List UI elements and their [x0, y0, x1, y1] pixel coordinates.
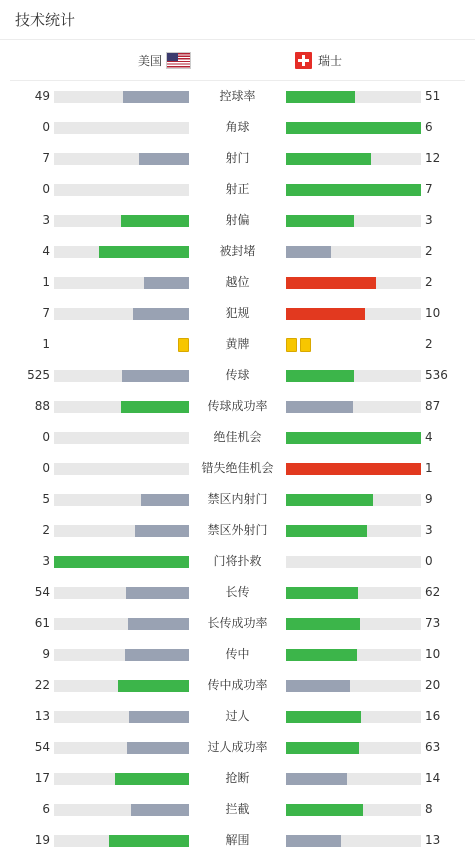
home-stat-bar-track: [54, 711, 189, 723]
away-stat-bar-fill: [286, 587, 358, 599]
home-stat-bar-fill: [122, 370, 189, 382]
away-team-name: 瑞士: [318, 54, 343, 68]
home-stat-value: 54: [34, 740, 50, 754]
yellow-card-icon: [286, 338, 297, 352]
away-stat-value: 14: [425, 771, 441, 785]
panel-title: 技术统计: [15, 11, 76, 29]
home-stat-bar-track: [54, 432, 189, 444]
home-stat-bar-fill: [127, 742, 189, 754]
stat-row: [0, 205, 475, 236]
stat-row: [0, 763, 475, 794]
away-stat-bar-fill: [286, 835, 341, 847]
stat-row: [0, 360, 475, 391]
stat-row: [0, 546, 475, 577]
away-stat-value: 87: [425, 399, 441, 413]
home-stat-bar-fill: [121, 401, 189, 413]
stat-label: 传中: [225, 647, 250, 661]
away-stat-value: 7: [425, 182, 433, 196]
stat-row: [0, 515, 475, 546]
stat-label: 过人成功率: [207, 740, 268, 754]
stats-list: [0, 81, 475, 856]
away-stat-value: 3: [425, 523, 433, 537]
stat-label: 错失绝佳机会: [201, 461, 274, 475]
home-stat-bar-track: [54, 308, 189, 320]
stat-row: [0, 143, 475, 174]
away-stat-bar-track: [286, 184, 421, 196]
home-stat-value: 88: [34, 399, 50, 413]
home-team-name: 美国: [138, 54, 163, 68]
away-stat-bar-fill: [286, 618, 360, 630]
home-stat-bar-fill: [135, 525, 189, 537]
home-stat-value: 0: [42, 120, 50, 134]
away-stat-bar-fill: [286, 122, 421, 134]
stat-label: 角球: [225, 120, 250, 134]
away-stat-bar-fill: [286, 525, 367, 537]
home-stat-bar-track: [54, 649, 189, 661]
away-stat-bar-fill: [286, 184, 421, 196]
stat-label: 长传: [225, 585, 250, 599]
home-stat-bar-fill: [133, 308, 189, 320]
home-stat-value: 61: [34, 616, 50, 630]
away-stat-bar-track: [286, 215, 421, 227]
home-stat-value: 7: [42, 151, 50, 165]
stat-row: [0, 329, 475, 360]
yellow-card-icon: [178, 338, 189, 352]
away-stat-bar-fill: [286, 401, 353, 413]
away-stat-value: 3: [425, 213, 433, 227]
away-stat-value: 62: [425, 585, 441, 599]
panel-header: [0, 0, 475, 40]
away-stat-bar-track: [286, 308, 421, 320]
stat-row: [0, 422, 475, 453]
home-stat-bar-track: [54, 835, 189, 847]
stat-row: [0, 639, 475, 670]
home-stat-bar-fill: [128, 618, 189, 630]
away-stat-bar-track: [286, 773, 421, 785]
away-stat-value: 13: [425, 833, 441, 847]
away-stat-bar-fill: [286, 649, 357, 661]
home-stat-bar-fill: [123, 91, 189, 103]
home-stat-bar-track: [54, 122, 189, 134]
home-stat-value: 17: [34, 771, 50, 785]
away-stat-bar-track: [286, 649, 421, 661]
away-stat-bar-track: [286, 711, 421, 723]
away-stat-bar-track: [286, 835, 421, 847]
stat-row: [0, 484, 475, 515]
home-stat-bar-track: [54, 277, 189, 289]
away-stat-value: 10: [425, 647, 441, 661]
stat-row: [0, 608, 475, 639]
home-yellow-cards: [54, 338, 189, 352]
away-stat-bar-fill: [286, 153, 371, 165]
away-stat-bar-track: [286, 401, 421, 413]
away-stat-bar-track: [286, 91, 421, 103]
away-stat-bar-track: [286, 122, 421, 134]
away-stat-bar-track: [286, 370, 421, 382]
stat-label: 黄牌: [225, 337, 250, 351]
home-stat-value: 0: [42, 461, 50, 475]
stat-label: 门将扑救: [213, 554, 262, 568]
stat-row: [0, 701, 475, 732]
away-stat-value: 20: [425, 678, 441, 692]
away-stat-value: 51: [425, 89, 441, 103]
away-stat-bar-fill: [286, 308, 365, 320]
stat-row: [0, 174, 475, 205]
home-stat-bar-track: [54, 773, 189, 785]
away-stat-value: 8: [425, 802, 433, 816]
home-stat-bar-track: [54, 587, 189, 599]
away-stat-value: 9: [425, 492, 433, 506]
away-stat-bar-fill: [286, 215, 354, 227]
home-stat-bar-track: [54, 370, 189, 382]
stat-label: 射正: [225, 182, 250, 196]
home-stat-value: 1: [42, 275, 50, 289]
stat-row: [0, 825, 475, 856]
home-stat-value: 5: [42, 492, 50, 506]
home-stat-bar-fill: [141, 494, 189, 506]
home-stat-value: 2: [42, 523, 50, 537]
home-stat-bar-track: [54, 556, 189, 568]
stat-label: 拦截: [225, 802, 250, 816]
home-stat-value: 49: [34, 89, 50, 103]
away-stat-value: 536: [425, 368, 448, 382]
teams-header: [10, 40, 465, 81]
switzerland-flag-icon: [295, 52, 312, 69]
stat-row: [0, 236, 475, 267]
away-stat-value: 63: [425, 740, 441, 754]
stat-label: 禁区外射门: [207, 523, 268, 537]
away-stat-bar-track: [286, 587, 421, 599]
home-stat-bar-track: [54, 184, 189, 196]
away-stat-value: 0: [425, 554, 433, 568]
home-stat-bar-fill: [139, 153, 189, 165]
away-stat-value: 2: [425, 244, 433, 258]
home-stat-bar-fill: [144, 277, 189, 289]
stat-row: [0, 794, 475, 825]
stat-row: [0, 112, 475, 143]
away-stat-bar-track: [286, 432, 421, 444]
home-stat-bar-track: [54, 153, 189, 165]
stat-label: 越位: [225, 275, 250, 289]
stat-row: [0, 453, 475, 484]
away-stat-bar-fill: [286, 246, 331, 258]
stat-label: 长传成功率: [207, 616, 268, 630]
away-stat-bar-fill: [286, 494, 373, 506]
away-stat-bar-track: [286, 742, 421, 754]
home-stat-value: 0: [42, 182, 50, 196]
stat-label: 传球成功率: [207, 399, 268, 413]
away-stat-bar-fill: [286, 804, 363, 816]
home-stat-bar-fill: [54, 556, 189, 568]
stat-row: [0, 670, 475, 701]
home-stat-value: 525: [27, 368, 50, 382]
away-stat-bar-fill: [286, 463, 421, 475]
stat-label: 射门: [225, 151, 250, 165]
away-stat-value: 10: [425, 306, 441, 320]
away-stat-bar-track: [286, 463, 421, 475]
home-stat-value: 1: [42, 337, 50, 351]
home-stat-bar-fill: [115, 773, 189, 785]
home-stat-bar-track: [54, 804, 189, 816]
home-stat-bar-track: [54, 494, 189, 506]
home-stat-bar-fill: [126, 587, 189, 599]
home-stat-bar-track: [54, 91, 189, 103]
home-team: [138, 52, 191, 69]
away-stat-bar-track: [286, 494, 421, 506]
away-stat-value: 1: [425, 461, 433, 475]
stat-row: [0, 732, 475, 763]
home-stat-bar-fill: [118, 680, 189, 692]
away-stat-bar-fill: [286, 742, 359, 754]
home-stat-bar-track: [54, 463, 189, 475]
stat-label: 抢断: [225, 771, 250, 785]
home-stat-value: 3: [42, 213, 50, 227]
home-stat-value: 9: [42, 647, 50, 661]
home-stat-bar-track: [54, 215, 189, 227]
away-stat-value: 2: [425, 337, 433, 351]
stat-label: 绝佳机会: [213, 430, 262, 444]
away-stat-bar-track: [286, 618, 421, 630]
home-stat-bar-track: [54, 246, 189, 258]
stat-label: 射偏: [225, 213, 250, 227]
away-stat-bar-track: [286, 556, 421, 568]
away-stat-bar-fill: [286, 680, 350, 692]
away-stat-bar-track: [286, 153, 421, 165]
away-stat-value: 4: [425, 430, 433, 444]
home-stat-value: 0: [42, 430, 50, 444]
home-stat-value: 3: [42, 554, 50, 568]
away-stat-value: 6: [425, 120, 433, 134]
stat-label: 解围: [225, 833, 250, 847]
home-stat-value: 54: [34, 585, 50, 599]
home-stat-bar-track: [54, 525, 189, 537]
away-stat-bar-track: [286, 525, 421, 537]
stat-label: 传中成功率: [207, 678, 268, 692]
home-stat-value: 19: [34, 833, 50, 847]
away-stat-value: 2: [425, 275, 433, 289]
away-stat-value: 12: [425, 151, 441, 165]
away-stat-bar-fill: [286, 711, 361, 723]
stat-label: 控球率: [219, 89, 256, 103]
away-yellow-cards: [286, 338, 421, 352]
away-stat-bar-track: [286, 680, 421, 692]
home-stat-bar-fill: [121, 215, 189, 227]
away-team: [295, 52, 342, 69]
home-stat-value: 22: [34, 678, 50, 692]
home-stat-value: 4: [42, 244, 50, 258]
away-stat-value: 73: [425, 616, 441, 630]
home-stat-bar-track: [54, 401, 189, 413]
away-stat-bar-fill: [286, 277, 376, 289]
home-stat-bar-fill: [109, 835, 189, 847]
away-stat-value: 16: [425, 709, 441, 723]
away-stat-bar-fill: [286, 432, 421, 444]
away-stat-bar-fill: [286, 370, 354, 382]
away-stat-bar-track: [286, 804, 421, 816]
yellow-card-icon: [300, 338, 311, 352]
us-flag-icon: [166, 52, 191, 69]
home-stat-value: 13: [34, 709, 50, 723]
away-stat-bar-track: [286, 277, 421, 289]
stat-row: [0, 298, 475, 329]
home-stat-bar-fill: [125, 649, 189, 661]
home-stat-bar-track: [54, 618, 189, 630]
home-stat-bar-fill: [131, 804, 189, 816]
stat-row: [0, 577, 475, 608]
home-stat-bar-fill: [129, 711, 189, 723]
stat-row: [0, 81, 475, 112]
home-stat-value: 6: [42, 802, 50, 816]
home-stat-bar-track: [54, 742, 189, 754]
stat-label: 犯规: [225, 306, 250, 320]
stat-label: 过人: [225, 709, 250, 723]
home-stat-bar-fill: [99, 246, 189, 258]
stat-row: [0, 391, 475, 422]
stat-label: 被封堵: [219, 244, 256, 258]
stat-label: 传球: [225, 368, 250, 382]
home-stat-value: 7: [42, 306, 50, 320]
away-stat-bar-track: [286, 246, 421, 258]
stat-row: [0, 267, 475, 298]
away-stat-bar-fill: [286, 773, 347, 785]
home-stat-bar-track: [54, 680, 189, 692]
stat-label: 禁区内射门: [207, 492, 268, 506]
away-stat-bar-fill: [286, 91, 355, 103]
